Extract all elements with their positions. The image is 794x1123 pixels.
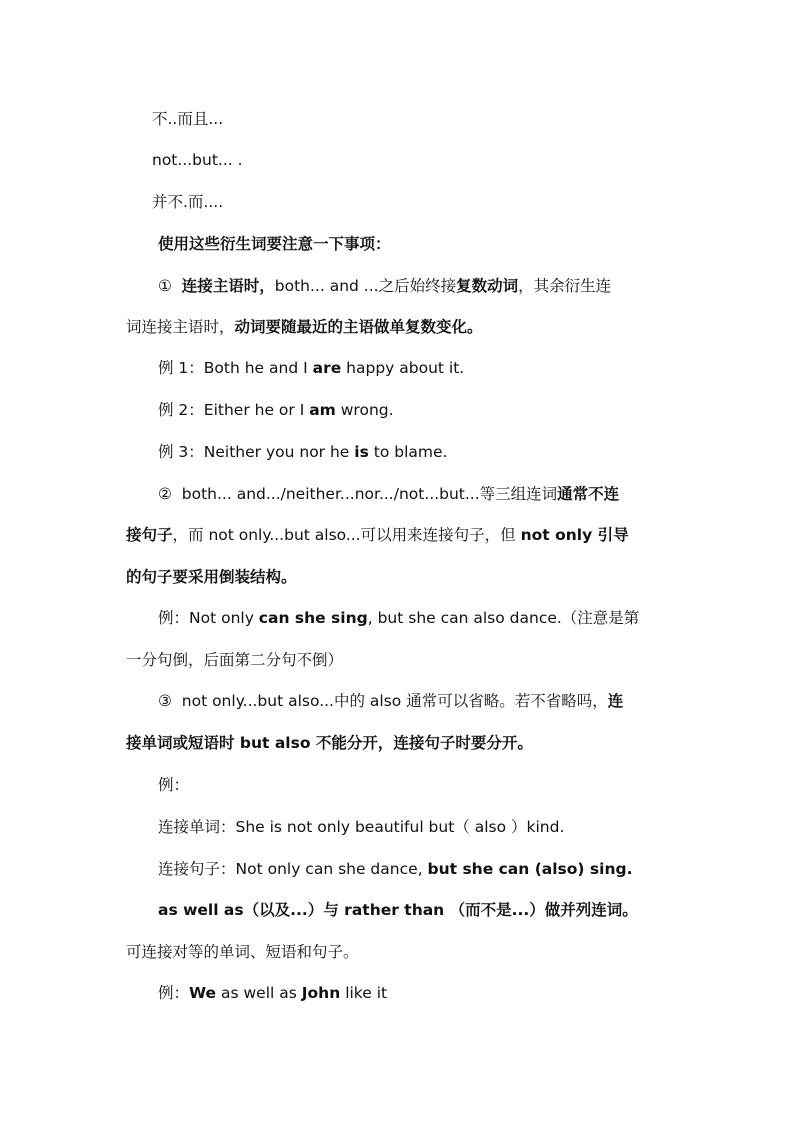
bold-text: is xyxy=(354,443,369,461)
plain-text: , but she can also dance.（注意是第 xyxy=(367,609,640,627)
plain-text: 例：Not only xyxy=(158,609,259,627)
plain-text: 可连接对等的单词、短语和句子。 xyxy=(126,943,359,961)
text-line-2 xyxy=(152,150,243,170)
bold-text: 的句子要采用倒装结构。 xyxy=(126,568,297,586)
point-1-line-1 xyxy=(158,276,611,296)
bold-text: as well as（以及...）与 rather than （而不是...）做并列连词。 xyxy=(158,901,638,919)
point-3-line-1 xyxy=(158,691,623,711)
text-line-3 xyxy=(152,192,223,212)
example-4-line-1 xyxy=(158,608,639,628)
bold-text: John xyxy=(301,984,341,1002)
point-number: ③ xyxy=(158,692,172,710)
example-3 xyxy=(158,442,447,462)
bold-text: not only 引导 xyxy=(520,526,629,544)
plain-text: 一分句倒，后面第二分句不倒） xyxy=(126,651,344,669)
plain-text: wrong. xyxy=(335,401,394,419)
example-5 xyxy=(158,775,189,795)
bold-text: but she can (also) sing. xyxy=(427,860,633,878)
plain-text: not only...but also...中的 also 通常可以省略。若不省略吗， xyxy=(181,692,608,710)
bold-text: can she sing xyxy=(258,609,368,627)
point-2-line-3 xyxy=(126,567,297,587)
bold-text: 接句子 xyxy=(126,526,173,544)
bold-text: am xyxy=(309,401,336,419)
plain-text: both... and.../neither...nor.../not...but...等三组连词 xyxy=(181,485,558,503)
bold-text: 动词要随最近的主语做单复数变化。 xyxy=(234,318,483,336)
example-8 xyxy=(158,983,387,1003)
point-2-line-1 xyxy=(158,484,619,504)
point-4-line-1 xyxy=(158,900,638,920)
text-line-1 xyxy=(152,109,223,129)
plain-text: happy about it. xyxy=(341,359,465,377)
example-7 xyxy=(158,859,632,879)
plain-text: 连接句子：Not only can she dance, xyxy=(158,860,428,878)
plain-text: as well as xyxy=(216,984,302,1002)
plain-text: 例 3：Neither you nor he xyxy=(158,443,355,461)
point-4-line-2 xyxy=(126,942,359,962)
plain-text: to blame. xyxy=(368,443,448,461)
example-2 xyxy=(158,400,394,420)
line-text: not...but... . xyxy=(152,151,243,169)
bold-text: 复数动词 xyxy=(456,277,519,295)
plain-text: 例 2：Either he or I xyxy=(158,401,310,419)
line-text: 并不.而.... xyxy=(152,193,224,211)
point-1-line-2 xyxy=(126,317,483,337)
heading-text: 使用这些衍生词要注意一下事项： xyxy=(158,235,391,253)
plain-text: 连接单词：She is not only beautiful but（ also ）kind. xyxy=(158,818,565,836)
line-text: 不..而且... xyxy=(152,110,224,128)
point-2-line-2 xyxy=(126,525,629,545)
plain-text: like it xyxy=(340,984,388,1002)
bold-text: 连接主语时， xyxy=(181,277,275,295)
bold-text: 接单词或短语时 but also 不能分开，连接句子时要分开。 xyxy=(126,734,533,752)
bold-text: We xyxy=(189,984,217,1002)
bold-text: are xyxy=(312,359,342,377)
plain-text: 例： xyxy=(158,984,190,1002)
plain-text: ，其余衍生连 xyxy=(518,277,612,295)
bold-text: 通常不连 xyxy=(557,485,620,503)
plain-text: ，而 not only...but also...可以用来连接句子，但 xyxy=(172,526,521,544)
section-heading xyxy=(158,234,391,254)
plain-text: 词连接主语时， xyxy=(126,318,235,336)
bold-text: 连 xyxy=(607,692,624,710)
example-1 xyxy=(158,358,464,378)
example-6 xyxy=(158,817,564,837)
point-number: ① xyxy=(158,277,172,295)
plain-text: 例： xyxy=(158,776,190,794)
example-4-line-2 xyxy=(126,650,343,670)
plain-text: both... and ...之后始终接 xyxy=(274,277,457,295)
point-number: ② xyxy=(158,485,172,503)
plain-text: 例 1：Both he and I xyxy=(158,359,313,377)
point-3-line-2 xyxy=(126,733,533,753)
